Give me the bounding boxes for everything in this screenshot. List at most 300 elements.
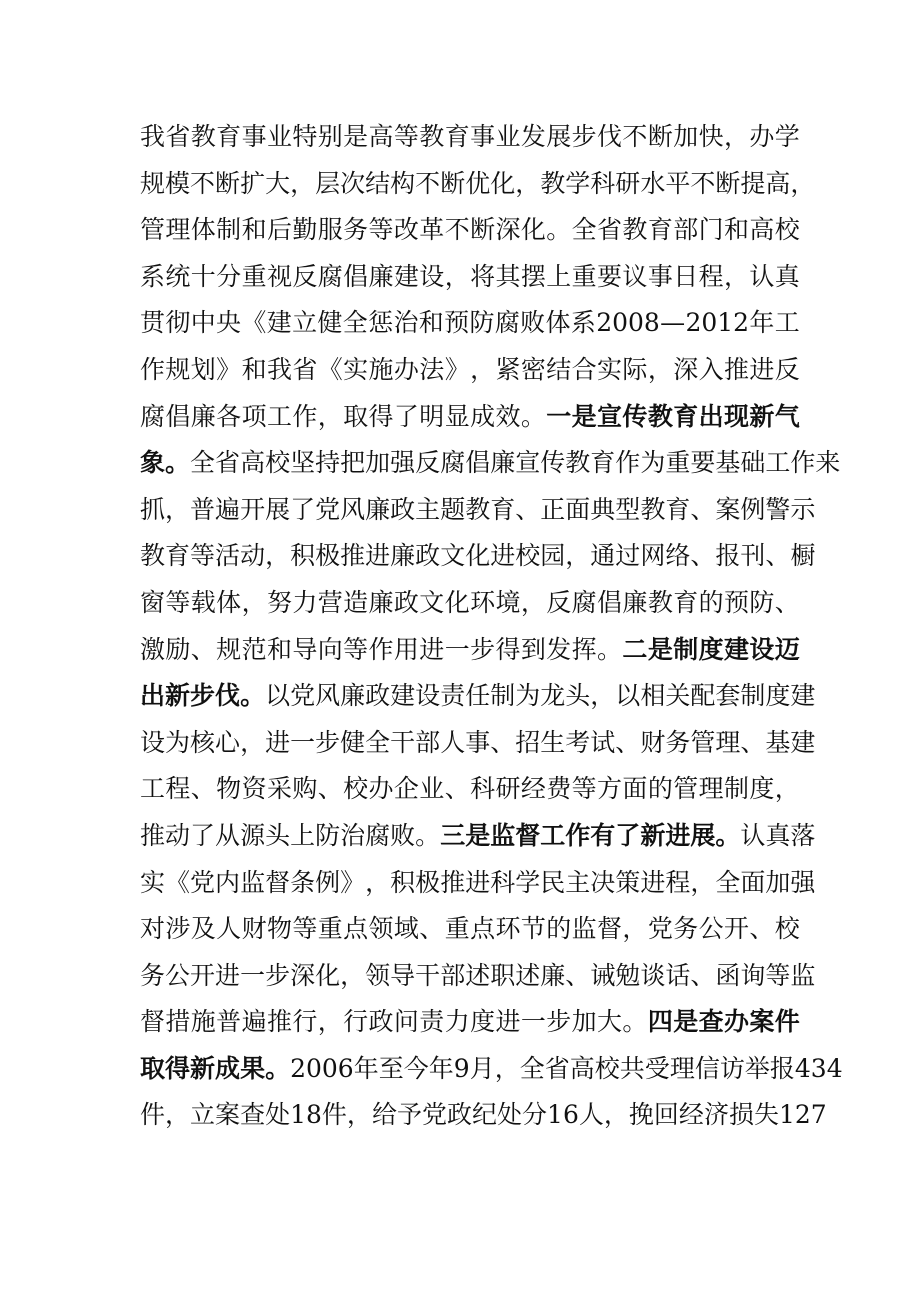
text-char: 腐 xyxy=(140,401,166,431)
text-line xyxy=(140,533,816,580)
text-char: 断 xyxy=(215,168,241,198)
text-char: 度 xyxy=(765,681,791,711)
text-char: 水 xyxy=(640,168,666,198)
text-char: 倡 xyxy=(465,448,491,478)
text-char: 办 xyxy=(749,122,775,151)
text-char: 物 xyxy=(216,774,242,804)
text-char: 党 xyxy=(647,914,673,944)
text-char: 全 xyxy=(190,448,216,478)
text-char: 件 xyxy=(140,1100,166,1130)
text-char: 持 xyxy=(315,448,341,478)
text-char: 业 xyxy=(266,122,292,151)
text-char: 中 xyxy=(190,308,216,338)
text-char: ， xyxy=(240,727,266,757)
text-char: 强 xyxy=(790,867,816,897)
text-char: 廉 xyxy=(540,960,566,990)
bold-text-char: 工 xyxy=(540,820,566,850)
text-char: 管 xyxy=(140,215,166,245)
text-char: 教 xyxy=(565,448,591,478)
text-char: 管 xyxy=(690,727,716,757)
text-char: 举 xyxy=(744,1053,770,1083)
bold-text-char: 设 xyxy=(749,634,775,664)
text-char: 营 xyxy=(317,587,343,617)
text-char: 考 xyxy=(565,727,591,757)
text-line xyxy=(140,906,800,953)
bold-text-char: 展 xyxy=(690,820,716,850)
text-char: 育 xyxy=(673,587,699,617)
text-line xyxy=(140,487,816,534)
text-char: 制 xyxy=(723,774,749,804)
text-char: 一 xyxy=(240,960,266,990)
text-line xyxy=(140,766,800,813)
text-line xyxy=(140,300,800,347)
text-char: 不 xyxy=(690,168,716,198)
text-char: 。 xyxy=(546,215,572,245)
bold-text-char: 制 xyxy=(673,634,699,664)
text-char: 工 xyxy=(140,774,166,804)
text-char: 了 xyxy=(393,401,419,431)
text-char: 一 xyxy=(444,634,470,664)
text-char: 深 xyxy=(290,960,316,990)
text-char: 及 xyxy=(190,914,216,944)
text-line xyxy=(140,1046,843,1093)
text-char: 、 xyxy=(749,914,775,944)
text-char: 事 xyxy=(470,122,496,151)
text-char: 省 xyxy=(215,448,241,478)
text-char: 入 xyxy=(698,354,724,384)
text-char: 2008 xyxy=(596,308,660,338)
text-char: 要 xyxy=(597,261,623,291)
text-char: 、 xyxy=(490,727,516,757)
text-char: 加 xyxy=(765,867,791,897)
text-char: 务 xyxy=(673,914,699,944)
text-char: 度 xyxy=(470,1007,496,1037)
text-char: 面 xyxy=(622,774,648,804)
text-char: 物 xyxy=(266,914,292,944)
bold-text-char: 度 xyxy=(698,634,724,664)
text-char: 为 xyxy=(165,727,191,757)
text-char: ， xyxy=(470,354,496,384)
text-char: 。 xyxy=(597,634,623,664)
text-char: 到 xyxy=(520,634,546,664)
text-char: 回 xyxy=(653,1100,679,1130)
text-char: 教 xyxy=(465,494,491,524)
text-char: 党 xyxy=(315,494,341,524)
text-char: 。 xyxy=(415,820,441,850)
text-char: 设 xyxy=(140,727,166,757)
text-char: 工 xyxy=(266,401,292,431)
text-char: 来 xyxy=(815,448,841,478)
text-char: 层 xyxy=(315,168,341,198)
text-char: 步 xyxy=(546,1007,572,1037)
text-char: 警 xyxy=(765,494,791,524)
text-char: 视 xyxy=(266,261,292,291)
text-char: 刊 xyxy=(740,541,766,571)
text-char: 、 xyxy=(740,727,766,757)
text-char: 校 xyxy=(774,914,800,944)
text-char: 件 xyxy=(321,1100,347,1130)
text-char: 积 xyxy=(390,867,416,897)
text-char: 从 xyxy=(215,820,241,850)
text-char: 展 xyxy=(546,122,572,151)
text-char: 贯 xyxy=(140,308,166,338)
text-char: 反 xyxy=(774,354,800,384)
text-char: 积 xyxy=(290,541,316,571)
text-char: 18 xyxy=(290,1100,322,1130)
text-char: 大 xyxy=(265,168,291,198)
text-char: 询 xyxy=(740,960,766,990)
text-char: 预 xyxy=(444,308,470,338)
text-char: 育 xyxy=(590,448,616,478)
text-char: 制 xyxy=(740,681,766,711)
text-char: 效 xyxy=(495,401,521,431)
text-char: 校 xyxy=(343,774,369,804)
text-char: 制 xyxy=(216,215,242,245)
text-char: 购 xyxy=(292,774,318,804)
text-char: 风 xyxy=(340,494,366,524)
text-char: 理 xyxy=(669,1053,695,1083)
text-char: 纪 xyxy=(472,1100,498,1130)
text-char: 费 xyxy=(546,774,572,804)
text-char: 《 xyxy=(165,867,191,897)
text-char: 等 xyxy=(368,215,394,245)
text-char: 采 xyxy=(266,774,292,804)
text-char: 程 xyxy=(665,867,691,897)
text-char: 勉 xyxy=(615,960,641,990)
text-char: 业 xyxy=(495,122,521,151)
text-char: 健 xyxy=(340,727,366,757)
text-char: 结 xyxy=(546,354,572,384)
text-char: 认 xyxy=(740,820,766,850)
text-char: 础 xyxy=(740,448,766,478)
text-char: 诫 xyxy=(590,960,616,990)
text-char: 化 xyxy=(465,541,491,571)
text-char: 责 xyxy=(419,1007,445,1037)
text-char: ， xyxy=(723,261,749,291)
text-char: 部 xyxy=(415,727,441,757)
text-char: 紧 xyxy=(495,354,521,384)
text-char: 化 xyxy=(520,215,546,245)
text-char: 体 xyxy=(216,587,242,617)
text-char: ， xyxy=(346,1100,372,1130)
text-char: 受 xyxy=(644,1053,670,1083)
text-char: 办 xyxy=(368,774,394,804)
text-char: 全 xyxy=(519,1053,545,1083)
text-char: 处 xyxy=(265,1100,291,1130)
text-char: 极 xyxy=(315,541,341,571)
text-char: 抓 xyxy=(140,494,166,524)
text-char: 学 xyxy=(515,867,541,897)
text-char: 不 xyxy=(190,168,216,198)
text-char: 育 xyxy=(665,494,691,524)
text-char: 步 xyxy=(315,727,341,757)
text-char: ， xyxy=(241,587,267,617)
text-char: 宣 xyxy=(515,448,541,478)
text-char: 构 xyxy=(390,168,416,198)
text-char: 为 xyxy=(640,448,666,478)
bold-text-char: 查 xyxy=(698,1007,724,1037)
text-char: 策 xyxy=(615,867,641,897)
text-char: 政 xyxy=(390,494,416,524)
text-char: 反 xyxy=(292,261,318,291)
text-char: 、 xyxy=(190,774,216,804)
text-line xyxy=(140,207,800,254)
text-char: 、 xyxy=(615,727,641,757)
text-char: 导 xyxy=(390,960,416,990)
text-char: 理 xyxy=(698,774,724,804)
text-char: 服 xyxy=(317,215,343,245)
text-char: 认 xyxy=(749,261,775,291)
text-char: 头 xyxy=(565,681,591,711)
text-char: ， xyxy=(774,774,800,804)
text-char: 、 xyxy=(317,774,343,804)
text-char: 党 xyxy=(421,1100,447,1130)
text-char: 改 xyxy=(393,215,419,245)
text-char: 向 xyxy=(317,634,343,664)
text-char: 研 xyxy=(615,168,641,198)
text-char: 龙 xyxy=(540,681,566,711)
bold-text-char: 果 xyxy=(240,1053,266,1083)
text-char: 学 xyxy=(565,168,591,198)
text-char: ， xyxy=(565,541,591,571)
text-char: 一 xyxy=(290,727,316,757)
text-char: 生 xyxy=(540,727,566,757)
text-char: 务 xyxy=(140,960,166,990)
text-char: 工 xyxy=(765,448,791,478)
text-char: 系 xyxy=(570,308,596,338)
text-char: 问 xyxy=(393,1007,419,1037)
text-char: ， xyxy=(515,168,541,198)
text-line xyxy=(140,114,800,161)
text-char: 查 xyxy=(240,1100,266,1130)
text-char: 建 xyxy=(790,727,816,757)
text-char: 快 xyxy=(698,122,724,151)
text-char: 法 xyxy=(419,354,445,384)
text-char: 加 xyxy=(673,122,699,151)
text-char: 治 xyxy=(340,820,366,850)
text-char: ， xyxy=(723,122,749,151)
text-char: 立 xyxy=(292,308,318,338)
text-char: 重 xyxy=(665,448,691,478)
text-char: 努 xyxy=(266,587,292,617)
text-char: 源 xyxy=(240,820,266,850)
text-char: 体 xyxy=(545,308,571,338)
text-char: 示 xyxy=(790,494,816,524)
text-char: 、 xyxy=(565,960,591,990)
text-char: 》 xyxy=(340,867,366,897)
text-line xyxy=(140,580,800,627)
text-char: 全 xyxy=(571,215,597,245)
text-char: 校 xyxy=(594,1053,620,1083)
text-char: 校 xyxy=(265,448,291,478)
text-char: 取 xyxy=(343,401,369,431)
text-char: 等 xyxy=(165,587,191,617)
text-char: 教 xyxy=(419,122,445,151)
text-char: 步 xyxy=(470,634,496,664)
text-char: 化 xyxy=(315,960,341,990)
text-char: 反 xyxy=(546,587,572,617)
text-char: 事 xyxy=(647,261,673,291)
text-char: 教 xyxy=(622,215,648,245)
text-char: 为 xyxy=(515,681,541,711)
text-char: 点 xyxy=(470,914,496,944)
text-char: 作 xyxy=(140,354,166,384)
text-char: 统 xyxy=(165,261,191,291)
text-char: 述 xyxy=(515,960,541,990)
bold-text-char: 办 xyxy=(723,1007,749,1037)
text-char: 加 xyxy=(365,448,391,478)
text-char: 显 xyxy=(444,401,470,431)
text-char: ， xyxy=(165,494,191,524)
text-char: 腐 xyxy=(440,448,466,478)
text-char: 的 xyxy=(698,587,724,617)
text-char: 科 xyxy=(470,774,496,804)
text-char: 深 xyxy=(495,215,521,245)
text-char: 年 xyxy=(353,1053,379,1083)
text-char: ， xyxy=(165,1100,191,1130)
text-char: 部 xyxy=(673,215,699,245)
text-char: 要 xyxy=(690,448,716,478)
text-char: 财 xyxy=(640,727,666,757)
text-char: 际 xyxy=(622,354,648,384)
text-char: 普 xyxy=(190,494,216,524)
text-char: 教 xyxy=(647,587,673,617)
text-char: 公 xyxy=(698,914,724,944)
text-char: 9 xyxy=(453,1053,470,1083)
text-char: 我 xyxy=(140,122,166,151)
text-char: 络 xyxy=(665,541,691,571)
text-char: 政 xyxy=(365,681,391,711)
text-char: 条 xyxy=(290,867,316,897)
text-char: 环 xyxy=(470,587,496,617)
text-char: 、 xyxy=(515,494,541,524)
text-char: 普 xyxy=(216,1007,242,1037)
text-char: 治 xyxy=(393,308,419,338)
text-char: 《 xyxy=(241,308,267,338)
text-char: 失 xyxy=(753,1100,779,1130)
text-char: 伐 xyxy=(597,122,623,151)
bold-text-char: 出 xyxy=(698,401,724,431)
text-char: ， xyxy=(494,1053,520,1083)
text-char: 设 xyxy=(419,261,445,291)
text-char: 作 xyxy=(615,448,641,478)
text-char: 校 xyxy=(515,541,541,571)
text-char: 重 xyxy=(317,914,343,944)
bold-text-char: 件 xyxy=(774,1007,800,1037)
text-char: 和 xyxy=(266,634,292,664)
bold-text-char: 有 xyxy=(590,820,616,850)
text-char: 腐 xyxy=(317,261,343,291)
text-char: 至 xyxy=(378,1053,404,1083)
text-char: 127 xyxy=(778,1100,827,1130)
text-char: 育 xyxy=(490,494,516,524)
text-char: 对 xyxy=(140,914,166,944)
text-char: 其 xyxy=(495,261,521,291)
text-char: 文 xyxy=(419,587,445,617)
text-char: 日 xyxy=(673,261,699,291)
text-char: 案 xyxy=(715,494,741,524)
text-char: 监 xyxy=(571,914,597,944)
text-char: 防 xyxy=(315,820,341,850)
text-line xyxy=(140,953,816,1000)
text-char: 廉 xyxy=(368,261,394,291)
bold-text-char: 监 xyxy=(490,820,516,850)
text-char: 规 xyxy=(140,168,166,198)
text-char: 程 xyxy=(698,261,724,291)
text-char: 重 xyxy=(241,261,267,291)
text-char: 真 xyxy=(774,261,800,291)
text-char: 加 xyxy=(571,1007,597,1037)
text-char: 今 xyxy=(403,1053,429,1083)
text-char: 领 xyxy=(365,960,391,990)
text-char: 制 xyxy=(490,681,516,711)
text-char: 进 xyxy=(419,634,445,664)
text-char: 明 xyxy=(419,401,445,431)
text-char: ， xyxy=(520,587,546,617)
text-char: 行 xyxy=(343,1007,369,1037)
text-char: 革 xyxy=(419,215,445,245)
text-char: 化 xyxy=(490,168,516,198)
text-char: — xyxy=(660,308,686,338)
text-char: 省 xyxy=(597,215,623,245)
text-char: 过 xyxy=(615,541,641,571)
text-char: 全 xyxy=(365,727,391,757)
text-char: 推 xyxy=(723,354,749,384)
text-char: 实 xyxy=(140,867,166,897)
text-char: 心 xyxy=(215,727,241,757)
text-char: 步 xyxy=(265,960,291,990)
text-char: 高 xyxy=(240,448,266,478)
text-char: 面 xyxy=(740,867,766,897)
text-char: 遍 xyxy=(241,1007,267,1037)
text-char: ， xyxy=(290,168,316,198)
text-char: 监 xyxy=(790,960,816,990)
text-char: 配 xyxy=(690,681,716,711)
text-char: 力 xyxy=(292,587,318,617)
text-char: 主 xyxy=(415,494,441,524)
text-char: 推 xyxy=(440,867,466,897)
bold-text-char: 象 xyxy=(140,448,166,478)
bold-text-char: 四 xyxy=(647,1007,673,1037)
text-char: 动 xyxy=(240,541,266,571)
text-char: 企 xyxy=(393,774,419,804)
text-char: 人 xyxy=(216,914,242,944)
text-char: 断 xyxy=(647,122,673,151)
text-char: 规 xyxy=(165,354,191,384)
text-char: 网 xyxy=(640,541,666,571)
text-char: ， xyxy=(317,401,343,431)
text-char: 园 xyxy=(540,541,566,571)
text-char: 行 xyxy=(292,1007,318,1037)
text-char: 的 xyxy=(647,774,673,804)
text-char: 作 xyxy=(368,634,394,664)
text-char: 16 xyxy=(547,1100,579,1130)
text-char: 断 xyxy=(715,168,741,198)
text-char: 督 xyxy=(265,867,291,897)
text-char: 成 xyxy=(470,401,496,431)
text-char: 境 xyxy=(495,587,521,617)
text-char: 点 xyxy=(343,914,369,944)
text-char: 规 xyxy=(216,634,242,664)
text-char: 和 xyxy=(723,215,749,245)
bold-text-char: 。 xyxy=(265,1053,291,1083)
text-char: 育 xyxy=(216,122,242,151)
text-char: 科 xyxy=(590,168,616,198)
text-char: 务 xyxy=(665,727,691,757)
text-char: 划 xyxy=(190,354,216,384)
text-char: 《 xyxy=(317,354,343,384)
text-char: 业 xyxy=(419,774,445,804)
